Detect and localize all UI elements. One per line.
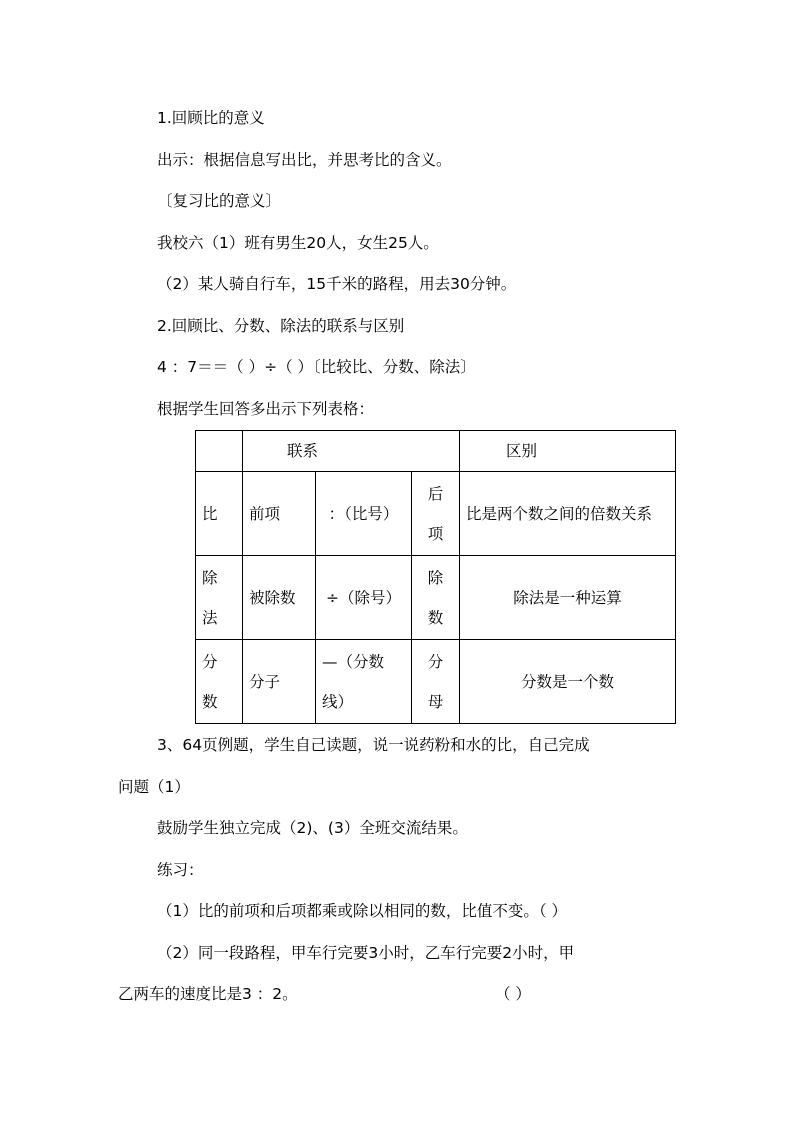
table-corner-cell [196,431,243,472]
cell-difference: 比是两个数之间的倍数关系 [460,472,676,556]
cell-term: 分子 [243,640,316,724]
exercise-1: （1）比的前项和后项都乘或除以相同的数，比值不变。（ ） [157,902,568,920]
paragraph: 〔复习比的意义〕 [157,192,282,210]
cell-term: 被除数 [243,556,316,640]
cell-symbol: —（分数 线） [316,640,412,724]
table-row [196,472,676,556]
paragraph: 4 ：7＝＝（ ）÷（ ）〔比较比、分数、除法〕 [157,358,476,376]
comparison-table [195,430,676,724]
row-name: 除 法 [196,556,243,640]
cell-symbol: ÷（除号） [316,556,412,640]
exercise-2: （2）同一段路程，甲车行完要3小时，乙车行完要2小时，甲 [157,944,575,962]
cell-term: 前项 [243,472,316,556]
cell-symbol: ：（比号） [316,472,412,556]
heading-1: 1.回顾比的意义 [157,109,265,127]
header-qubie: 区别 [460,431,676,472]
paragraph: 出示：根据信息写出比，并思考比的含义。 [157,151,452,169]
row-name: 比 [196,472,243,556]
answer-blank: （ ） [495,985,531,1003]
cell-difference: 分数是一个数 [460,640,676,724]
cell-term-2: 分 母 [412,640,460,724]
row-name: 分 数 [196,640,243,724]
cell-term-2: 后 项 [412,472,460,556]
table-row [196,640,676,724]
heading-2: 2.回顾比、分数、除法的联系与区别 [157,317,405,335]
paragraph: 练习： [157,861,204,879]
paragraph: 3、64页例题，学生自己读题，说一说药粉和水的比，自己完成 [157,736,590,754]
paragraph: 我校六（1）班有男生20人，女生25人。 [157,234,439,252]
cell-difference: 除法是一种运算 [460,556,676,640]
paragraph: 问题（1） [118,778,190,796]
paragraph: 根据学生回答多出示下列表格： [157,400,375,418]
paragraph: 鼓励学生独立完成（2)、(3）全班交流结果。 [157,819,468,837]
exercise-2-cont: 乙两车的速度比是3 ：2。 [118,985,298,1003]
paragraph: （2）某人骑自行车，15千米的路程，用去30分钟。 [157,275,517,293]
table-row [196,556,676,640]
cell-term-2: 除 数 [412,556,460,640]
header-lianxi: 联系 [243,431,460,472]
